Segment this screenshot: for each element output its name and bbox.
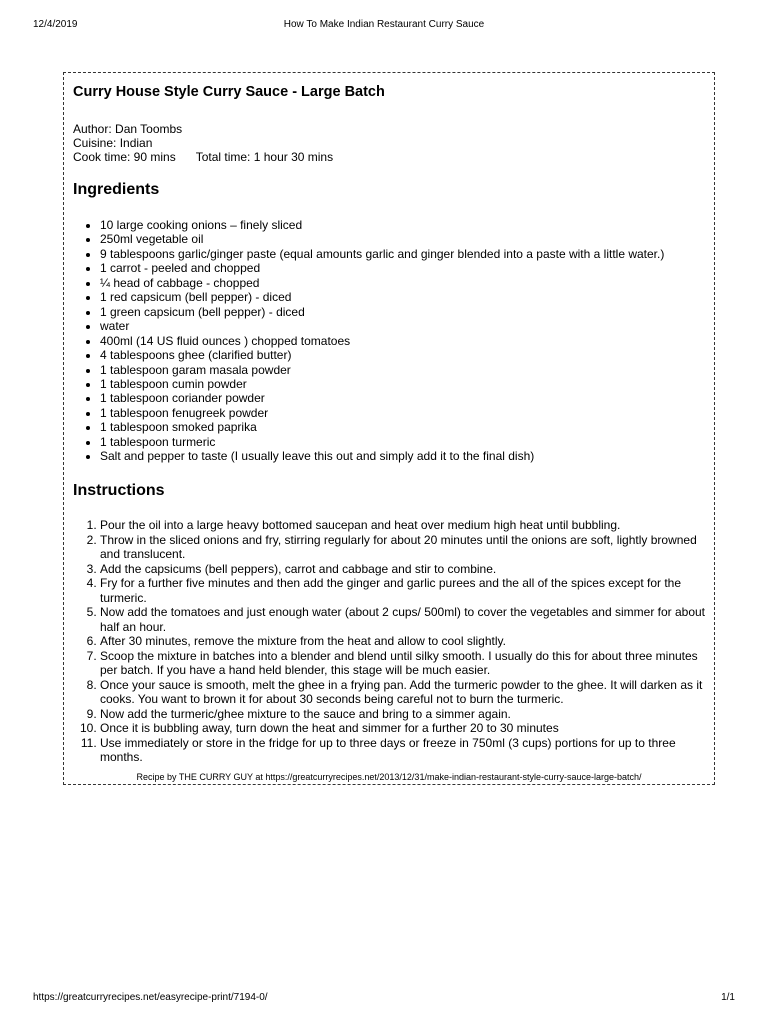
instruction-step: 10. Once it is bubbling away, turn down the heat and simmer for a further 20 to 30 minutes [100, 721, 710, 736]
print-footer-page: 1/1 [721, 992, 735, 1003]
ingredient-item: • 250ml vegetable oil [100, 232, 720, 246]
instruction-step: 3. Add the capsicums (bell peppers), carrot and cabbage and stir to combine. [100, 562, 710, 577]
ingredients-list [73, 218, 720, 464]
instruction-step: 8. Once your sauce is smooth, melt the ghee in a frying pan. Add the turmeric powder to the ghee. It will darken as it cooks. You want to brown it for about 30 seconds being careful not to burn the turmeric. [100, 678, 710, 707]
ingredient-item: • 1 tablespoon cumin powder [100, 377, 720, 391]
ingredient-item: • 4 tablespoons ghee (clarified butter) [100, 348, 720, 362]
recipe-credit: Recipe by THE CURRY GUY at https://greatcurryrecipes.net/2013/12/31/make-indian-restaurant-style-curry-sauce-large-batch/ [136, 772, 642, 782]
print-header-date: 12/4/2019 [33, 19, 78, 30]
recipe-times [73, 150, 333, 164]
instruction-step: 11. Use immediately or store in the fridge for up to three days or freeze in 750ml (3 cups) portions for up to three months. [100, 736, 710, 765]
recipe-card [63, 72, 715, 785]
ingredient-item: • 1 tablespoon fenugreek powder [100, 406, 720, 420]
recipe-author: Author: Dan Toombs [73, 122, 183, 136]
instruction-step: 1. Pour the oil into a large heavy bottomed saucepan and heat over medium high heat until bubbling. [100, 518, 710, 533]
ingredient-item: • 400ml (14 US fluid ounces ) chopped tomatoes [100, 334, 720, 348]
ingredient-item: • 1 tablespoon smoked paprika [100, 420, 720, 434]
recipe-title: Curry House Style Curry Sauce - Large Batch [73, 84, 385, 100]
ingredient-item: • 1 carrot - peeled and chopped [100, 261, 720, 275]
instruction-step: 5. Now add the tomatoes and just enough water (about 2 cups/ 500ml) to cover the vegetables and simmer for about half an hour. [100, 605, 710, 634]
instructions-heading: Instructions [73, 482, 165, 499]
ingredient-item: • Salt and pepper to taste (I usually leave this out and simply add it to the final dish) [100, 449, 720, 463]
ingredient-item: • 1 tablespoon garam masala powder [100, 363, 720, 377]
ingredients-heading: Ingredients [73, 181, 160, 198]
cook-time: Cook time: 90 mins [73, 150, 176, 164]
ingredient-item: • water [100, 319, 720, 333]
instruction-step: 6. After 30 minutes, remove the mixture from the heat and allow to cool slightly. [100, 634, 710, 649]
ingredient-item: • 9 tablespoons garlic/ginger paste (equal amounts garlic and ginger blended into a paste with a little water.) [100, 247, 720, 261]
ingredient-item: • 1 green capsicum (bell pepper) - diced [100, 305, 720, 319]
ingredient-item: • 1 tablespoon coriander powder [100, 391, 720, 405]
recipe-meta [73, 122, 333, 164]
ingredient-item: • 1 red capsicum (bell pepper) - diced [100, 290, 720, 304]
total-time: Total time: 1 hour 30 mins [195, 150, 334, 164]
instructions-list [73, 518, 710, 765]
ingredient-item: • 10 large cooking onions – finely sliced [100, 218, 720, 232]
instruction-step: 2. Throw in the sliced onions and fry, stirring regularly for about 20 minutes until the onions are soft, lightly browned and translucent. [100, 533, 710, 562]
ingredient-item: • ¼ head of cabbage - chopped [100, 276, 720, 290]
instruction-step: 4. Fry for a further five minutes and then add the ginger and garlic purees and the all of the spices except for the turmeric. [100, 576, 710, 605]
print-header-title: How To Make Indian Restaurant Curry Sauce [283, 19, 485, 30]
ingredient-item: • 1 tablespoon turmeric [100, 435, 720, 449]
print-footer-url: https://greatcurryrecipes.net/easyrecipe-print/7194-0/ [33, 992, 268, 1003]
instruction-step: 7. Scoop the mixture in batches into a blender and blend until silky smooth. I usually do this for about three minutes per batch. If you have a hand held blender, this stage will be much easier. [100, 649, 710, 678]
recipe-cuisine: Cuisine: Indian [73, 136, 153, 150]
instruction-step: 9. Now add the turmeric/ghee mixture to the sauce and bring to a simmer again. [100, 707, 710, 722]
